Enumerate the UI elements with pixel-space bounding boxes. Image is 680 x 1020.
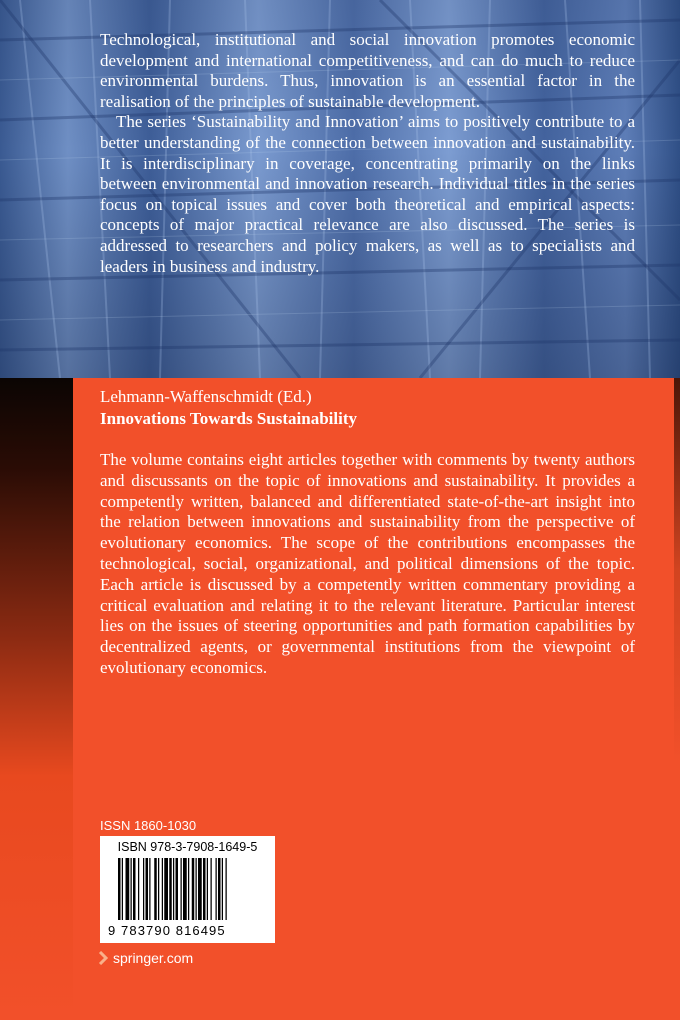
barcode-bar: [226, 858, 227, 920]
isbn-label: ISBN 978-3-7908-1649-5: [117, 840, 258, 854]
barcode-bar: [154, 858, 157, 920]
cover-top-image: [0, 0, 680, 378]
barcode-bar: [218, 858, 221, 920]
barcode-bar: [222, 858, 223, 920]
publisher-website: springer.com: [113, 950, 194, 966]
barcode-bar: [126, 858, 130, 920]
barcode-bar: [133, 858, 136, 920]
isbn-barcode: [100, 836, 275, 943]
book-title: Innovations Towards Sustainability: [100, 409, 357, 428]
barcode-digits: 9 783790 816495: [108, 923, 226, 938]
publisher-logo[interactable]: [98, 949, 193, 967]
barcode-bar: [158, 858, 159, 920]
barcode-bar: [146, 858, 149, 920]
series-paragraph-2: The series ‘Sustainability and Innovation’ aims to positively contribute to a better understanding of the connection between innovation and sustainability. It is interdisciplinary in coverage, concentrating primarily on the links between environmental and innovation research. Individual titles in the series focus on topical issues and cover both theoretical and empirical aspects: concepts of major practical relevance are also discussed. The series is addressed to researchers and policy makers, as well as to specialists and leaders in business and industry.: [100, 112, 635, 276]
barcode-bar: [181, 858, 182, 920]
book-author: Lehmann-Waffenschmidt (Ed.): [100, 387, 312, 406]
barcode-bar: [122, 858, 123, 920]
barcode-bar: [192, 858, 195, 920]
barcode-bar: [131, 858, 132, 920]
book-summary: [100, 450, 635, 679]
barcode-bar: [196, 858, 197, 920]
issn-label: ISSN 1860-1030: [100, 818, 197, 833]
barcode-bar: [118, 858, 121, 920]
series-description: [100, 30, 635, 277]
right-edge-shadow: [674, 378, 680, 1020]
barcode-bar: [198, 858, 202, 920]
barcode-bar: [149, 858, 150, 920]
barcode-bar: [188, 858, 189, 920]
chevron-right-icon: [98, 951, 109, 965]
barcode-bar: [211, 858, 212, 920]
barcode-bar: [216, 858, 217, 920]
series-paragraph-1: Technological, institutional and social innovation promotes economic development and international competitiveness, and can do much to reduce environmental burdens. Thus, innovation is an essential factor in the realisation of the principles of sustainable development.: [100, 30, 635, 111]
book-summary-text: The volume contains eight articles together with comments by twenty authors and discussants on the topic of innovations and sustainability. It provides a competently written, balanced and differentiated state-of-the-art insight into the relation between innovations and sustainability from the perspective of evolutionary economics. The scope of the contributions encompasses the technological, social, organizational, and political dimensions of the topic. Each article is discussed by a competently written commentary providing a critical evaluation and relating it to the relevant literature. Particular interest lies on the issues of steering opportunities and path formation capabilities by decentralized agents, or governmental institutions from the viewpoint of evolutionary economics.: [100, 450, 635, 677]
left-dark-stripe: [0, 378, 73, 1020]
barcode-bar: [207, 858, 208, 920]
barcode-bar: [176, 858, 179, 920]
barcode-bar: [169, 858, 172, 920]
barcode-bar: [203, 858, 206, 920]
barcode-bar: [138, 858, 139, 920]
barcode-bar: [164, 858, 168, 920]
barcode-bar: [183, 858, 187, 920]
barcode-bar: [143, 858, 144, 920]
barcode-bar: [162, 858, 163, 920]
barcode-bar: [173, 858, 174, 920]
